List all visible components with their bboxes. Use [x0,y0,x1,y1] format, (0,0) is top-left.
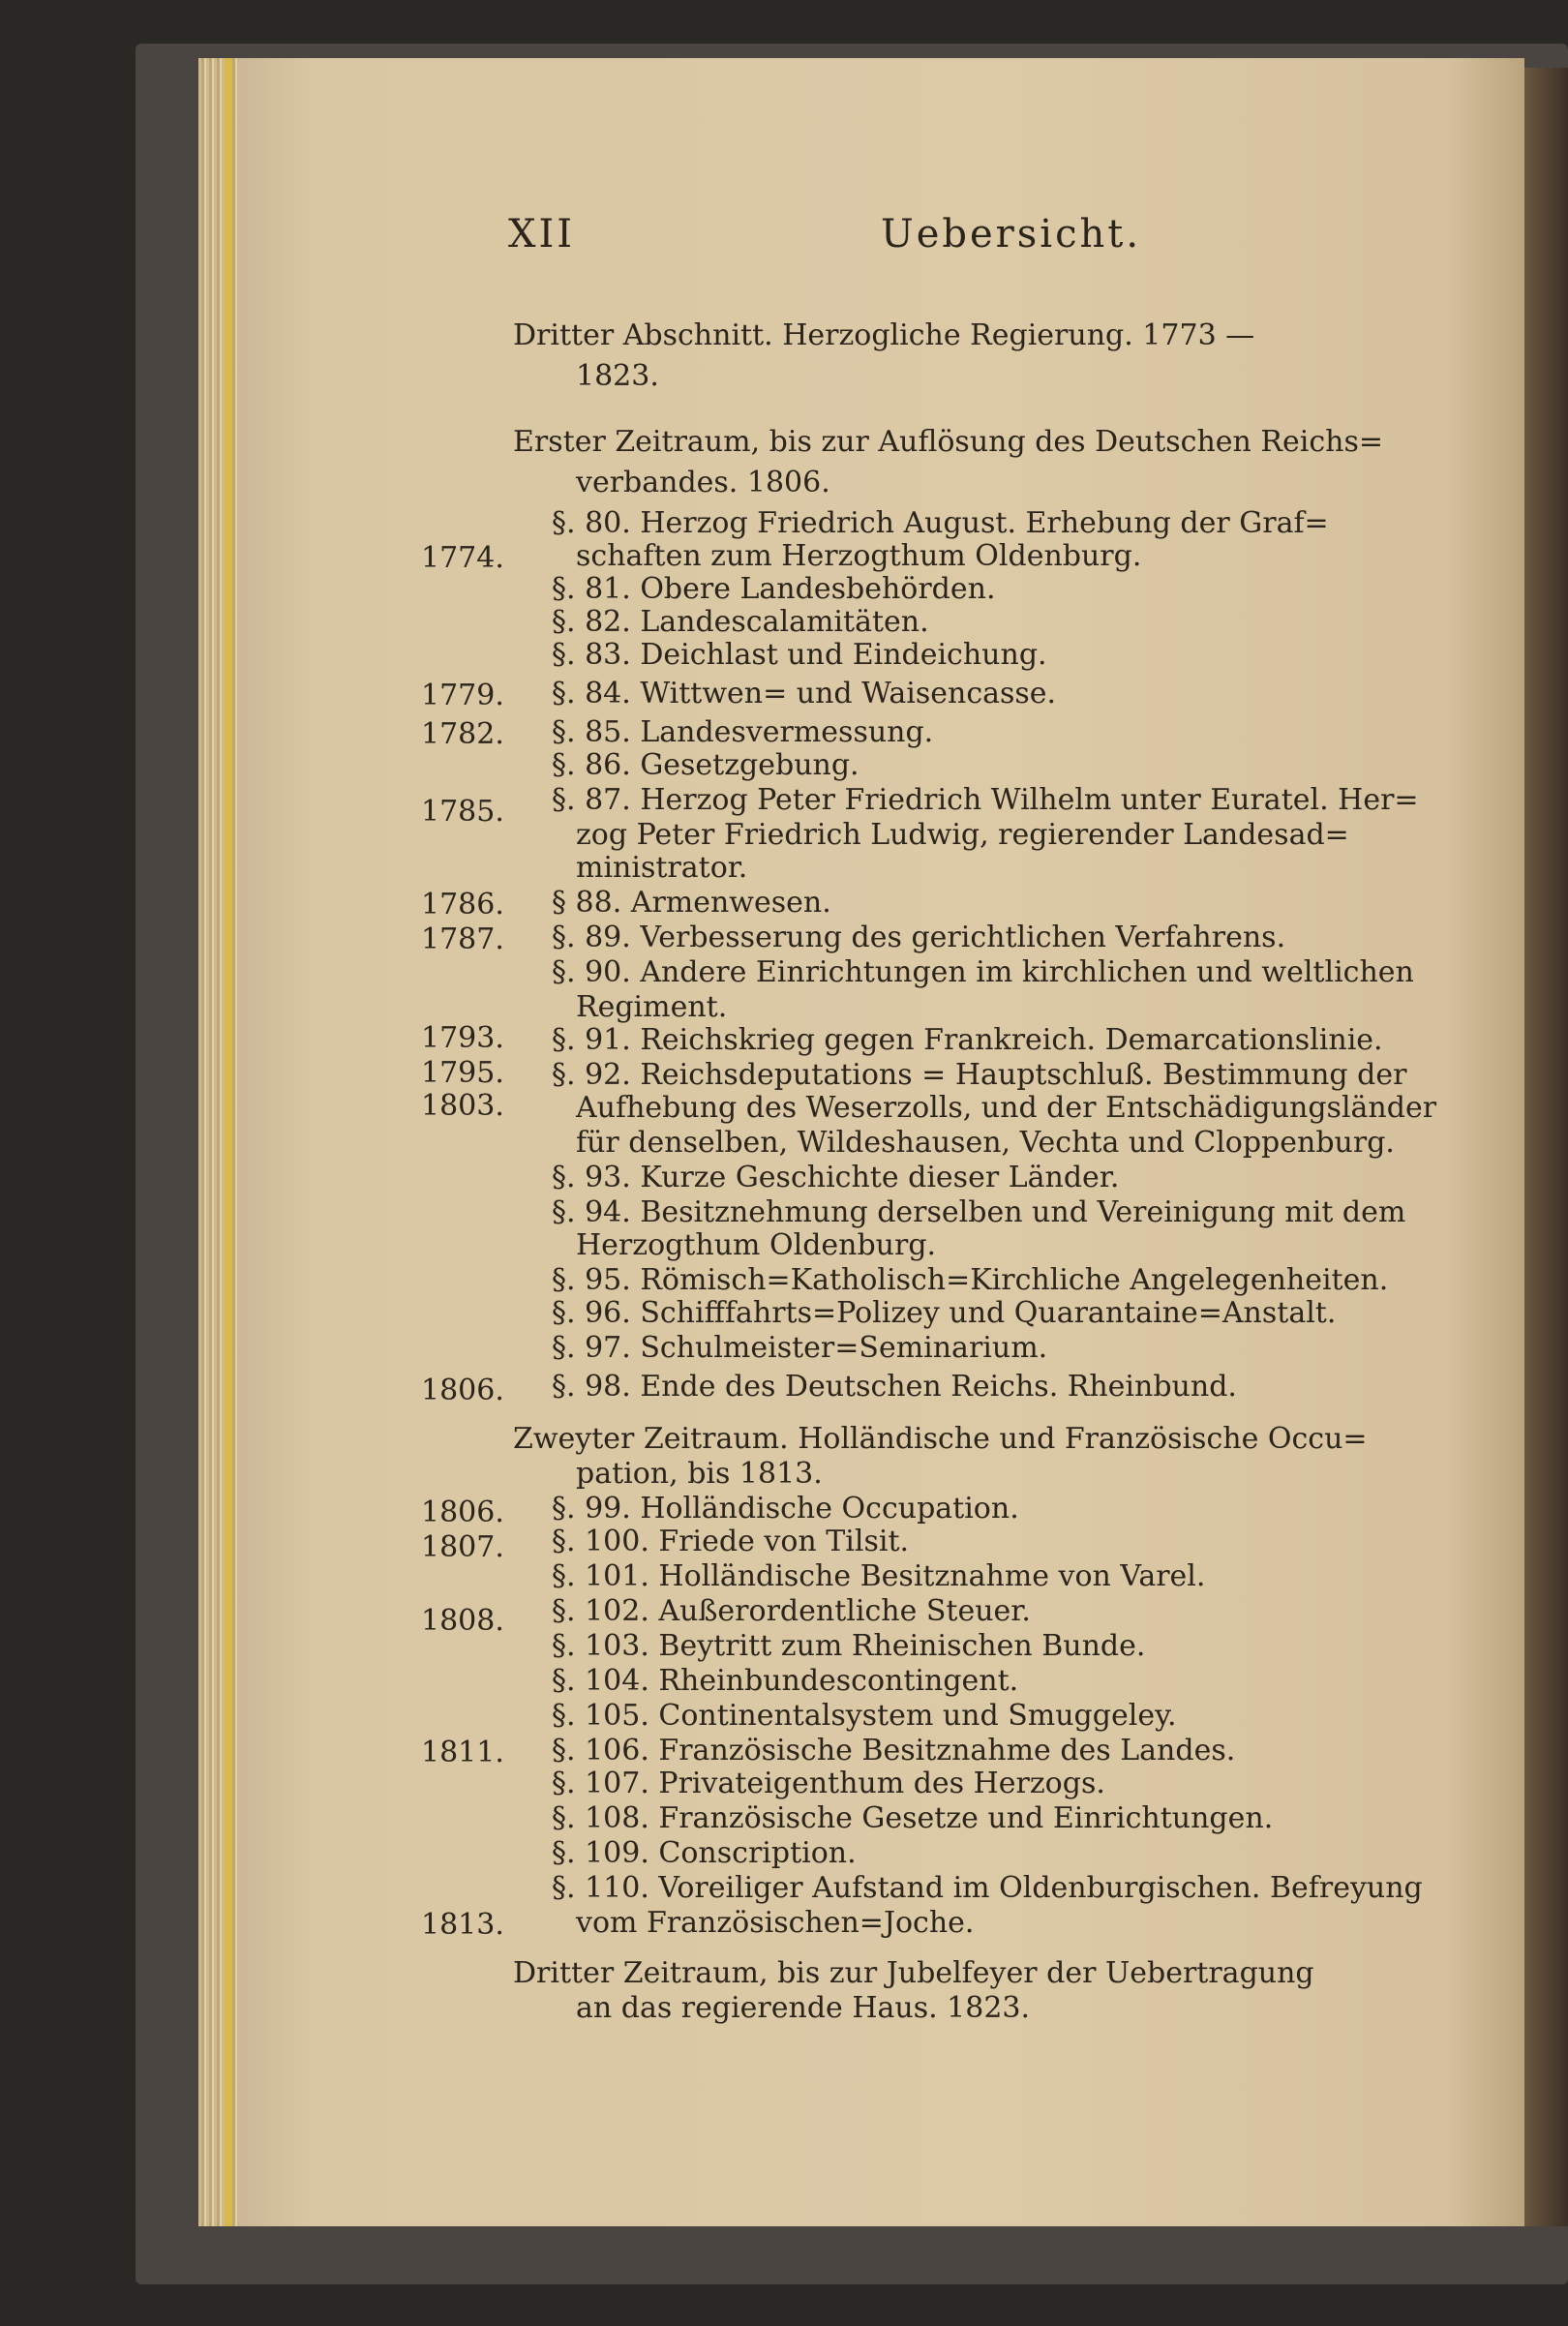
toc-line: §. 102. Außerordentliche Steuer. [552,1594,1031,1628]
margin-year: 1807. [421,1530,504,1564]
toc-line: verbandes. 1806. [576,466,830,499]
margin-year: 1803. [421,1089,504,1123]
toc-line: an das regierende Haus. 1823. [576,1991,1031,2025]
toc-line: §. 97. Schulmeister=Seminarium. [552,1331,1048,1365]
margin-year: 1779. [421,679,504,712]
margin-year: 1785. [421,795,504,829]
toc-line: §. 96. Schifffahrts=Polizey und Quarantaine=Anstalt. [552,1296,1337,1330]
toc-line: §. 83. Deichlast und Eindeichung. [552,638,1047,672]
toc-line: Zweyter Zeitraum. Holländische und Französische Occu= [513,1422,1368,1456]
toc-line: Regiment. [576,990,728,1024]
toc-line: Herzogthum Oldenburg. [576,1228,937,1262]
margin-year: 1811. [421,1736,504,1769]
toc-line: §. 89. Verbesserung des gerichtlichen Verfahrens. [552,921,1286,954]
toc-line: §. 99. Holländische Occupation. [552,1492,1019,1525]
toc-line: Aufhebung des Weserzolls, und der Entschädigungsländer [576,1091,1437,1125]
toc-line: ministrator. [576,851,748,885]
margin-year: 1782. [421,717,504,751]
toc-line: zog Peter Friedrich Ludwig, regierender Landesad= [576,818,1349,852]
toc-line: §. 100. Friede von Tilsit. [552,1525,910,1558]
toc-line: §. 108. Französische Gesetze und Einrichtungen. [552,1801,1274,1835]
margin-year: 1787. [421,922,504,956]
toc-line: schaften zum Herzogthum Oldenburg. [576,539,1142,573]
page-title: Uebersicht. [881,212,1142,257]
toc-line: Dritter Zeitraum, bis zur Jubelfeyer der Uebertragung [513,1956,1314,1990]
toc-line: §. 85. Landesvermessung. [552,715,934,749]
toc-line: §. 82. Landescalamitäten. [552,605,929,639]
toc-line: §. 94. Besitznehmung derselben und Vereinigung mit dem [552,1195,1406,1229]
toc-line: 1823. [576,359,659,393]
toc-line: §. 86. Gesetzgebung. [552,748,859,782]
toc-line: §. 92. Reichsdeputations = Hauptschluß. Bestimmung der [552,1058,1407,1092]
toc-line: §. 95. Römisch=Katholisch=Kirchliche Angelegenheiten. [552,1263,1389,1297]
toc-line: vom Französischen=Joche. [576,1906,975,1940]
toc-line: § 88. Armenwesen. [552,886,831,920]
margin-year: 1795. [421,1056,504,1090]
toc-line: §. 104. Rheinbundescontingent. [552,1664,1019,1698]
margin-year: 1774. [421,541,504,575]
margin-year: 1806. [421,1495,504,1529]
margin-year: 1806. [421,1374,504,1407]
toc-line: §. 109. Conscription. [552,1836,857,1870]
toc-line: §. 106. Französische Besitznahme des Landes. [552,1734,1236,1767]
margin-year: 1786. [421,888,504,921]
margin-year: 1813. [421,1908,504,1942]
toc-line: §. 80. Herzog Friedrich August. Erhebung der Graf= [552,506,1329,540]
toc-line: für denselben, Wildeshausen, Vechta und Cloppenburg. [576,1126,1395,1160]
toc-line: §. 105. Continentalsystem und Smuggeley. [552,1699,1177,1733]
toc-line: §. 103. Beytritt zum Rheinischen Bunde. [552,1629,1146,1663]
toc-line: §. 93. Kurze Geschichte dieser Länder. [552,1161,1120,1194]
margin-year: 1808. [421,1604,504,1638]
toc-line: §. 107. Privateigenthum des Herzogs. [552,1767,1105,1800]
toc-line: §. 91. Reichskrieg gegen Frankreich. Demarcationslinie. [552,1023,1383,1057]
page-number: XII [508,212,576,257]
toc-line: §. 90. Andere Einrichtungen im kirchlichen und weltlichen [552,955,1414,989]
toc-line: §. 81. Obere Landesbehörden. [552,572,996,606]
toc-line: §. 87. Herzog Peter Friedrich Wilhelm unter Euratel. Her= [552,783,1419,817]
toc-line: §. 110. Voreiliger Aufstand im Oldenburgischen. Befreyung [552,1871,1423,1905]
toc-line: §. 84. Wittwen= und Waisencasse. [552,677,1057,710]
margin-year: 1793. [421,1021,504,1055]
toc-line: §. 101. Holländische Besitznahme von Varel. [552,1559,1206,1593]
toc-line: pation, bis 1813. [576,1457,823,1491]
toc-line: Erster Zeitraum, bis zur Auflösung des Deutschen Reichs= [513,425,1384,459]
toc-line: §. 98. Ende des Deutschen Reichs. Rheinbund. [552,1370,1237,1404]
toc-line: Dritter Abschnitt. Herzogliche Regierung. 1773 — [513,318,1255,352]
